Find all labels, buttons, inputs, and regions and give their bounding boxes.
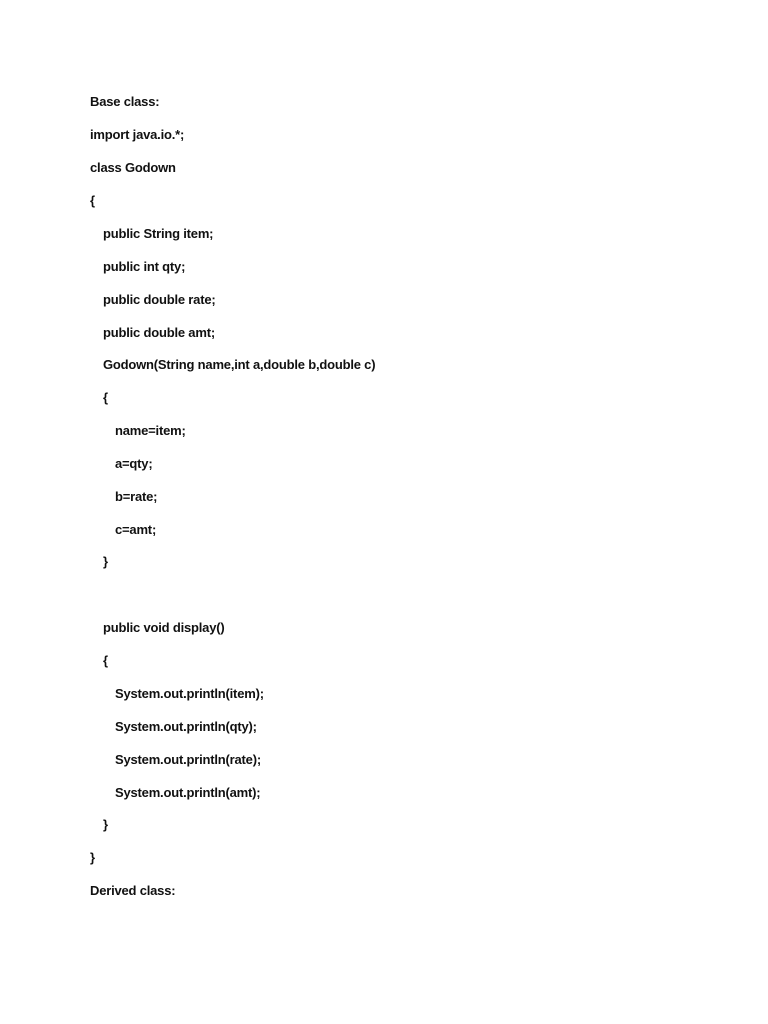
code-line-constructor-signature: Godown(String name,int a,double b,double c): [103, 357, 376, 372]
code-line-display-close-brace: }: [103, 817, 108, 832]
code-line-display-signature: public void display(): [103, 620, 225, 635]
heading-derived-class: Derived class:: [90, 883, 176, 898]
code-line-print-qty: System.out.println(qty);: [115, 719, 257, 734]
code-line-display-open-brace: {: [103, 653, 108, 668]
code-line-constructor-close-brace: }: [103, 554, 108, 569]
code-line-constructor-open-brace: {: [103, 390, 108, 405]
code-line-field-item: public String item;: [103, 226, 214, 241]
code-line-class-declaration: class Godown: [90, 160, 176, 175]
code-line-import: import java.io.*;: [90, 127, 185, 142]
code-line-assign-a: a=qty;: [115, 456, 153, 471]
heading-base-class: Base class:: [90, 94, 160, 109]
code-line-class-open-brace: {: [90, 193, 95, 208]
code-line-assign-name: name=item;: [115, 423, 186, 438]
code-line-print-amt: System.out.println(amt);: [115, 785, 261, 800]
code-line-field-qty: public int qty;: [103, 259, 186, 274]
code-line-print-rate: System.out.println(rate);: [115, 752, 261, 767]
code-line-assign-b: b=rate;: [115, 489, 158, 504]
code-line-print-item: System.out.println(item);: [115, 686, 264, 701]
code-line-class-close-brace: }: [90, 850, 95, 865]
code-line-field-rate: public double rate;: [103, 292, 216, 307]
code-line-field-amt: public double amt;: [103, 325, 215, 340]
code-line-assign-c: c=amt;: [115, 522, 157, 537]
